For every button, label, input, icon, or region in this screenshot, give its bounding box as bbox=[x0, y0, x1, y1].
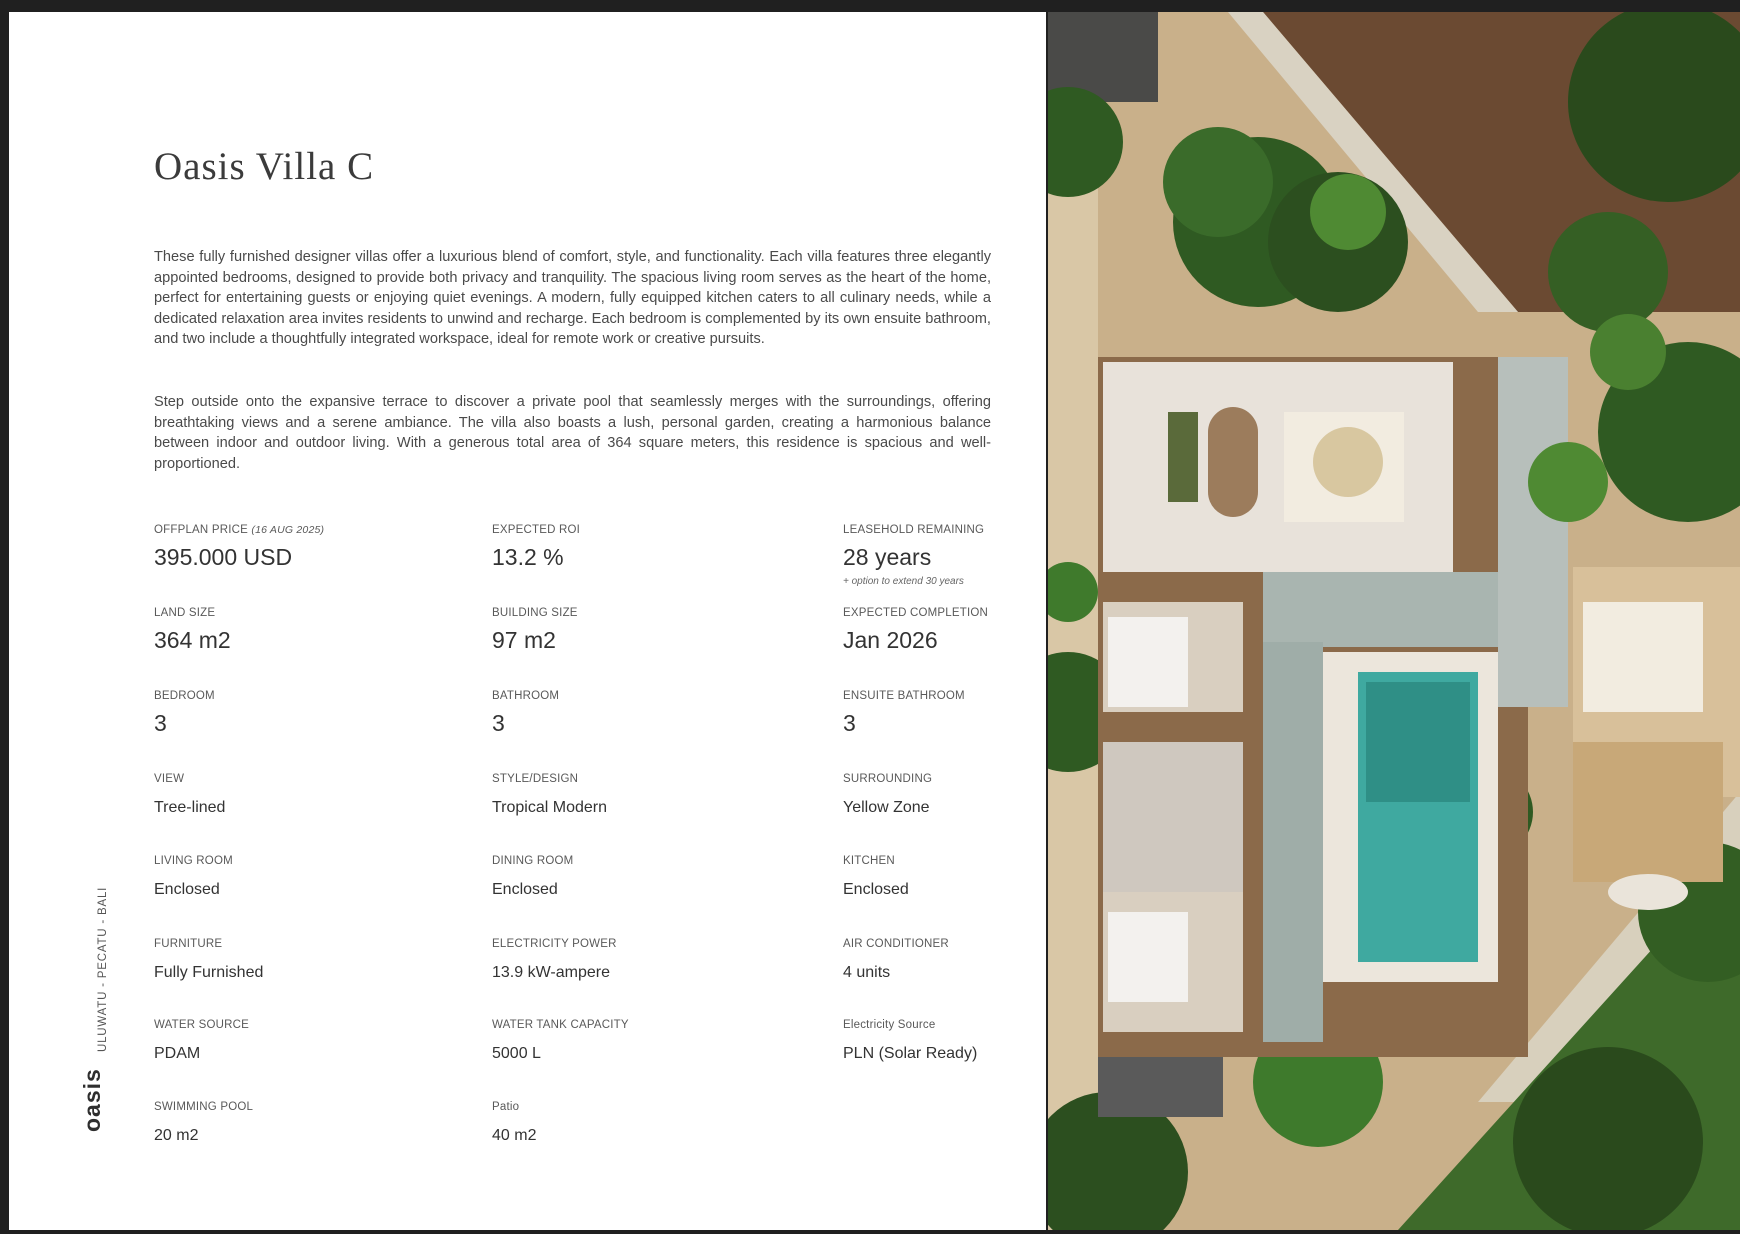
spec-value: PLN (Solar Ready) bbox=[843, 1045, 978, 1062]
spec-value: 20 m2 bbox=[154, 1127, 199, 1144]
brochure-page bbox=[9, 12, 1046, 1230]
spec-label: FURNITURE bbox=[154, 938, 223, 950]
spec-furniture bbox=[154, 938, 263, 982]
spec-land-size bbox=[154, 607, 231, 654]
spec-living-room bbox=[154, 855, 233, 899]
spec-label: Patio bbox=[492, 1101, 520, 1113]
spec-offplan-price bbox=[154, 524, 324, 571]
spec-label: VIEW bbox=[154, 773, 185, 785]
spec-label: LEASEHOLD REMAINING bbox=[843, 524, 985, 536]
spec-label: ENSUITE BATHROOM bbox=[843, 690, 965, 702]
spec-value: Enclosed bbox=[843, 881, 909, 898]
spec-value: 13.2 % bbox=[492, 544, 564, 570]
spec-value: Fully Furnished bbox=[154, 964, 264, 981]
spec-value: 3 bbox=[154, 710, 167, 736]
spec-value: 40 m2 bbox=[492, 1127, 537, 1144]
spec-value: Tropical Modern bbox=[492, 799, 608, 816]
price-date: (16 AUG 2025) bbox=[251, 524, 325, 536]
spec-label: WATER SOURCE bbox=[154, 1019, 250, 1031]
spec-water-tank-capacity bbox=[492, 1019, 629, 1063]
spec-style-design bbox=[492, 773, 607, 817]
spec-leasehold-remaining bbox=[843, 524, 984, 587]
spec-expected-completion bbox=[843, 607, 988, 654]
brand-logo: oasis bbox=[79, 1068, 105, 1132]
spec-label: EXPECTED ROI bbox=[492, 524, 581, 536]
spec-label: Electricity Source bbox=[843, 1019, 936, 1031]
spec-electricity-power bbox=[492, 938, 617, 982]
spec-label: SURROUNDING bbox=[843, 773, 933, 785]
spec-bathroom bbox=[492, 690, 559, 737]
spec-label: ELECTRICITY POWER bbox=[492, 938, 617, 950]
spec-building-size bbox=[492, 607, 578, 654]
spec-label: LIVING ROOM bbox=[154, 855, 233, 867]
spec-value: 3 bbox=[843, 710, 856, 736]
spec-value: 3 bbox=[492, 710, 505, 736]
spec-value: PDAM bbox=[154, 1045, 201, 1062]
spec-air-conditioner bbox=[843, 938, 949, 982]
spec-value: 28 years bbox=[843, 544, 932, 570]
spec-ensuite-bathroom bbox=[843, 690, 965, 737]
spec-value: Yellow Zone bbox=[843, 799, 930, 816]
spec-label: EXPECTED COMPLETION bbox=[843, 607, 989, 619]
spec-label: SWIMMING POOL bbox=[154, 1101, 254, 1113]
leasehold-note: + option to extend 30 years bbox=[843, 576, 964, 587]
location-text: ULUWATU - PECATU - BALI bbox=[97, 886, 109, 1052]
spec-label: DINING ROOM bbox=[492, 855, 574, 867]
spec-dining-room bbox=[492, 855, 573, 899]
spec-label: AIR CONDITIONER bbox=[843, 938, 949, 950]
spec-kitchen bbox=[843, 855, 909, 899]
spec-value: 13.9 kW-ampere bbox=[492, 964, 610, 981]
description-paragraph-2: Step outside onto the expansive terrace to discover a private pool that seamlessly merges with the surroundings, offering breathtaking views and a serene ambiance. The villa also boasts a lush, personal garden, creating a harmonious balance between indoor and outdoor living. With a generous total area of 364 square meters, this residence is spacious and well-proportioned. bbox=[154, 394, 991, 472]
spec-label: KITCHEN bbox=[843, 855, 895, 867]
spec-value: 97 m2 bbox=[492, 627, 556, 653]
spec-value: Jan 2026 bbox=[843, 627, 938, 653]
spec-label: BEDROOM bbox=[154, 690, 215, 702]
spec-view bbox=[154, 773, 225, 817]
spec-label: BUILDING SIZE bbox=[492, 607, 578, 619]
spec-value: 4 units bbox=[843, 964, 891, 981]
spec-swimming-pool bbox=[154, 1101, 253, 1145]
spec-patio bbox=[492, 1101, 536, 1145]
spec-label: WATER TANK CAPACITY bbox=[492, 1019, 629, 1031]
spec-value: 5000 L bbox=[492, 1045, 541, 1062]
spec-water-source bbox=[154, 1019, 249, 1063]
spec-value: 364 m2 bbox=[154, 627, 231, 653]
spec-label: BATHROOM bbox=[492, 690, 560, 702]
spec-bedroom bbox=[154, 690, 215, 737]
spec-expected-roi bbox=[492, 524, 580, 571]
page-title: Oasis Villa C bbox=[154, 145, 375, 188]
spec-label: OFFPLAN PRICE bbox=[154, 524, 248, 536]
spec-value: Enclosed bbox=[154, 881, 220, 898]
spec-surrounding bbox=[843, 773, 932, 817]
spec-value: Tree-lined bbox=[154, 799, 226, 816]
spec-label: LAND SIZE bbox=[154, 607, 216, 619]
villa-aerial-render bbox=[1048, 12, 1740, 1230]
description-paragraph-1: These fully furnished designer villas offer a luxurious blend of comfort, style, and functionality. Each villa features three elegantly appointed bedrooms, designed to provide both privacy and tranquility. The spacious living room serves as the heart of the home, perfect for entertaining guests or enjoying quiet evenings. A modern, fully equipped kitchen caters to all culinary needs, while a dedicated relaxation area invites residents to unwind and recharge. Each bedroom is complemented by its own ensuite bathroom, and two include a thoughtfully integrated workspace, ideal for remote work or creative pursuits. bbox=[154, 249, 991, 347]
spec-value: 395.000 USD bbox=[154, 544, 293, 570]
spec-electricity-source bbox=[843, 1019, 977, 1063]
spec-label: STYLE/DESIGN bbox=[492, 773, 579, 785]
spec-value: Enclosed bbox=[492, 881, 558, 898]
